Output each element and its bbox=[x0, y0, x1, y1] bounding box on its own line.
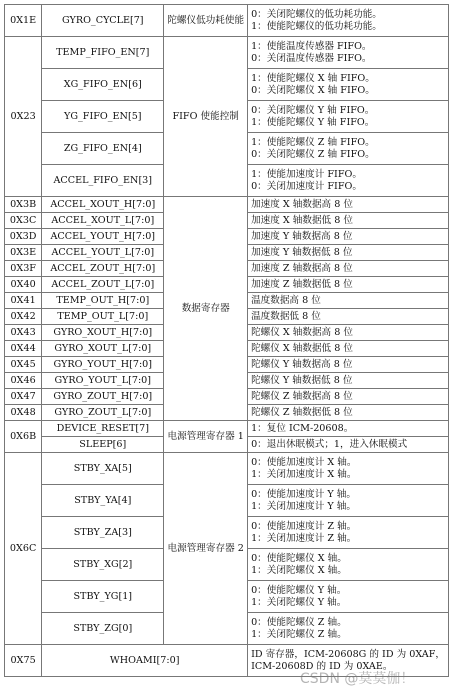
description-cell bbox=[248, 581, 449, 613]
description-cell: 陀螺仪 Y 轴数据低 8 位 bbox=[248, 373, 449, 389]
description-cell: 陀螺仪 Z 轴数据低 8 位 bbox=[248, 405, 449, 421]
address-cell: 0X3C bbox=[5, 213, 42, 229]
description-line: ID 寄存器，ICM-20608G 的 ID 为 0XAF， bbox=[251, 648, 445, 660]
address-cell: 0X42 bbox=[5, 309, 42, 325]
address-cell: 0X41 bbox=[5, 293, 42, 309]
address-cell: 0X6C bbox=[5, 453, 42, 645]
bit-name-cell: GYRO_YOUT_L[7:0] bbox=[42, 373, 164, 389]
address-cell: 0X45 bbox=[5, 357, 42, 373]
address-cell: 0X44 bbox=[5, 341, 42, 357]
description-cell: 陀螺仪 Y 轴数据高 8 位 bbox=[248, 357, 449, 373]
table-row bbox=[5, 5, 449, 37]
address-cell: 0X3D bbox=[5, 229, 42, 245]
address-cell: 0X43 bbox=[5, 325, 42, 341]
description-line: 1：使能陀螺仪 Z 轴 FIFO。 bbox=[251, 136, 375, 148]
bit-name-cell: YG_FIFO_EN[5] bbox=[42, 101, 164, 133]
description-cell bbox=[248, 101, 449, 133]
description-cell bbox=[248, 549, 449, 581]
table-row bbox=[5, 197, 449, 213]
bit-name-cell: TEMP_FIFO_EN[7] bbox=[42, 37, 164, 69]
register-table-body bbox=[5, 5, 449, 677]
description-cell bbox=[248, 517, 449, 549]
bit-name-cell: STBY_YG[1] bbox=[42, 581, 164, 613]
bit-name-cell: STBY_ZA[3] bbox=[42, 517, 164, 549]
description-cell: 加速度 Y 轴数据高 8 位 bbox=[248, 229, 449, 245]
description-line: 1：关闭加速度计 X 轴。 bbox=[251, 468, 357, 480]
description-line: 0：使能加速度计 Y 轴。 bbox=[251, 488, 356, 500]
function-cell: 电源管理寄存器 2 bbox=[164, 453, 248, 645]
description-cell: 陀螺仪 X 轴数据高 8 位 bbox=[248, 325, 449, 341]
description-line: 0：使能加速度计 Z 轴。 bbox=[251, 520, 357, 532]
bit-name-cell: ACCEL_XOUT_L[7:0] bbox=[42, 213, 164, 229]
description-line: 0：使能陀螺仪 Z 轴。 bbox=[251, 616, 347, 628]
description-cell: 0：退出休眠模式；1，进入休眠模式 bbox=[248, 437, 449, 453]
address-cell: 0X75 bbox=[5, 645, 42, 677]
address-cell: 0X40 bbox=[5, 277, 42, 293]
register-table bbox=[4, 4, 449, 677]
address-cell: 0X6B bbox=[5, 421, 42, 453]
address-cell: 0X3B bbox=[5, 197, 42, 213]
description-cell bbox=[248, 133, 449, 165]
bit-name-cell: GYRO_YOUT_H[7:0] bbox=[42, 357, 164, 373]
description-cell bbox=[248, 453, 449, 485]
bit-name-cell: TEMP_OUT_L[7:0] bbox=[42, 309, 164, 325]
description-line: 1：使能温度传感器 FIFO。 bbox=[251, 40, 372, 52]
address-cell: 0X47 bbox=[5, 389, 42, 405]
description-cell: 温度数据高 8 位 bbox=[248, 293, 449, 309]
description-line: 1：关闭陀螺仪 X 轴。 bbox=[251, 564, 347, 576]
description-line: 1：使能陀螺仪 Y 轴 FIFO。 bbox=[251, 116, 375, 128]
description-line: 0：使能加速度计 X 轴。 bbox=[251, 456, 357, 468]
description-line: 1：使能加速度计 FIFO。 bbox=[251, 168, 362, 180]
bit-name-cell: XG_FIFO_EN[6] bbox=[42, 69, 164, 101]
function-cell: 陀螺仪低功耗使能 bbox=[164, 5, 248, 37]
description-cell bbox=[248, 37, 449, 69]
function-cell: FIFO 使能控制 bbox=[164, 37, 248, 197]
description-line: ICM-20608D 的 ID 为 0XAE。 bbox=[251, 660, 393, 672]
description-line: 0：使能陀螺仪 Y 轴。 bbox=[251, 584, 347, 596]
bit-name-cell: ACCEL_YOUT_H[7:0] bbox=[42, 229, 164, 245]
description-cell: 1：复位 ICM-20608。 bbox=[248, 421, 449, 437]
bit-name-cell: ACCEL_XOUT_H[7:0] bbox=[42, 197, 164, 213]
address-cell: 0X23 bbox=[5, 37, 42, 197]
function-cell: 电源管理寄存器 1 bbox=[164, 421, 248, 453]
bit-name-cell: ACCEL_FIFO_EN[3] bbox=[42, 165, 164, 197]
description-cell: 加速度 X 轴数据高 8 位 bbox=[248, 197, 449, 213]
bit-name-cell: GYRO_XOUT_L[7:0] bbox=[42, 341, 164, 357]
bit-name-cell: GYRO_CYCLE[7] bbox=[42, 5, 164, 37]
function-cell: 数据寄存器 bbox=[164, 197, 248, 421]
address-cell: 0X46 bbox=[5, 373, 42, 389]
description-cell: 加速度 Z 轴数据高 8 位 bbox=[248, 261, 449, 277]
table-row bbox=[5, 453, 449, 485]
description-line: 1：关闭陀螺仪 Y 轴。 bbox=[251, 596, 347, 608]
address-cell: 0X3E bbox=[5, 245, 42, 261]
bit-name-cell: STBY_YA[4] bbox=[42, 485, 164, 517]
description-cell bbox=[248, 69, 449, 101]
description-line: 1：关闭加速度计 Z 轴。 bbox=[251, 532, 357, 544]
description-line: 0：关闭加速度计 FIFO。 bbox=[251, 180, 362, 192]
bit-name-cell: STBY_ZG[0] bbox=[42, 613, 164, 645]
description-line: 0：关闭陀螺仪 Z 轴 FIFO。 bbox=[251, 148, 375, 160]
bit-name-cell: ZG_FIFO_EN[4] bbox=[42, 133, 164, 165]
description-cell: 加速度 Z 轴数据低 8 位 bbox=[248, 277, 449, 293]
description-line: 0：关闭陀螺仪 Y 轴 FIFO。 bbox=[251, 104, 375, 116]
description-cell bbox=[248, 165, 449, 197]
bit-name-cell: STBY_XA[5] bbox=[42, 453, 164, 485]
table-row bbox=[5, 421, 449, 437]
description-line: 1：关闭陀螺仪 Z 轴。 bbox=[251, 628, 347, 640]
address-cell: 0X1E bbox=[5, 5, 42, 37]
bit-name-cell: WHOAMI[7:0] bbox=[42, 645, 248, 677]
bit-name-cell: GYRO_ZOUT_L[7:0] bbox=[42, 405, 164, 421]
description-cell bbox=[248, 485, 449, 517]
watermark-text: CSDN @莫莫伽！ bbox=[300, 671, 415, 687]
description-cell bbox=[248, 613, 449, 645]
bit-name-cell: ACCEL_YOUT_L[7:0] bbox=[42, 245, 164, 261]
bit-name-cell: TEMP_OUT_H[7:0] bbox=[42, 293, 164, 309]
description-line: 0：关闭陀螺仪 X 轴 FIFO。 bbox=[251, 84, 375, 96]
description-cell: 陀螺仪 Z 轴数据高 8 位 bbox=[248, 389, 449, 405]
description-cell bbox=[248, 5, 449, 37]
bit-name-cell: ACCEL_ZOUT_H[7:0] bbox=[42, 261, 164, 277]
bit-name-cell: DEVICE_RESET[7] bbox=[42, 421, 164, 437]
description-cell: 陀螺仪 X 轴数据低 8 位 bbox=[248, 341, 449, 357]
bit-name-cell: SLEEP[6] bbox=[42, 437, 164, 453]
description-line: 1：使能陀螺仪的低功耗功能。 bbox=[251, 20, 382, 32]
bit-name-cell: ACCEL_ZOUT_L[7:0] bbox=[42, 277, 164, 293]
bit-name-cell: STBY_XG[2] bbox=[42, 549, 164, 581]
description-line: 0：关闭陀螺仪的低功耗功能。 bbox=[251, 8, 382, 20]
description-cell: 温度数据低 8 位 bbox=[248, 309, 449, 325]
address-cell: 0X48 bbox=[5, 405, 42, 421]
description-line: 1：使能陀螺仪 X 轴 FIFO。 bbox=[251, 72, 375, 84]
description-cell: 加速度 Y 轴数据低 8 位 bbox=[248, 245, 449, 261]
description-cell: 加速度 X 轴数据低 8 位 bbox=[248, 213, 449, 229]
description-line: 0：关闭温度传感器 FIFO。 bbox=[251, 52, 372, 64]
address-cell: 0X3F bbox=[5, 261, 42, 277]
description-line: 1：关闭加速度计 Y 轴。 bbox=[251, 500, 356, 512]
table-row bbox=[5, 37, 449, 69]
bit-name-cell: GYRO_ZOUT_H[7:0] bbox=[42, 389, 164, 405]
bit-name-cell: GYRO_XOUT_H[7:0] bbox=[42, 325, 164, 341]
description-line: 0：使能陀螺仪 X 轴。 bbox=[251, 552, 347, 564]
